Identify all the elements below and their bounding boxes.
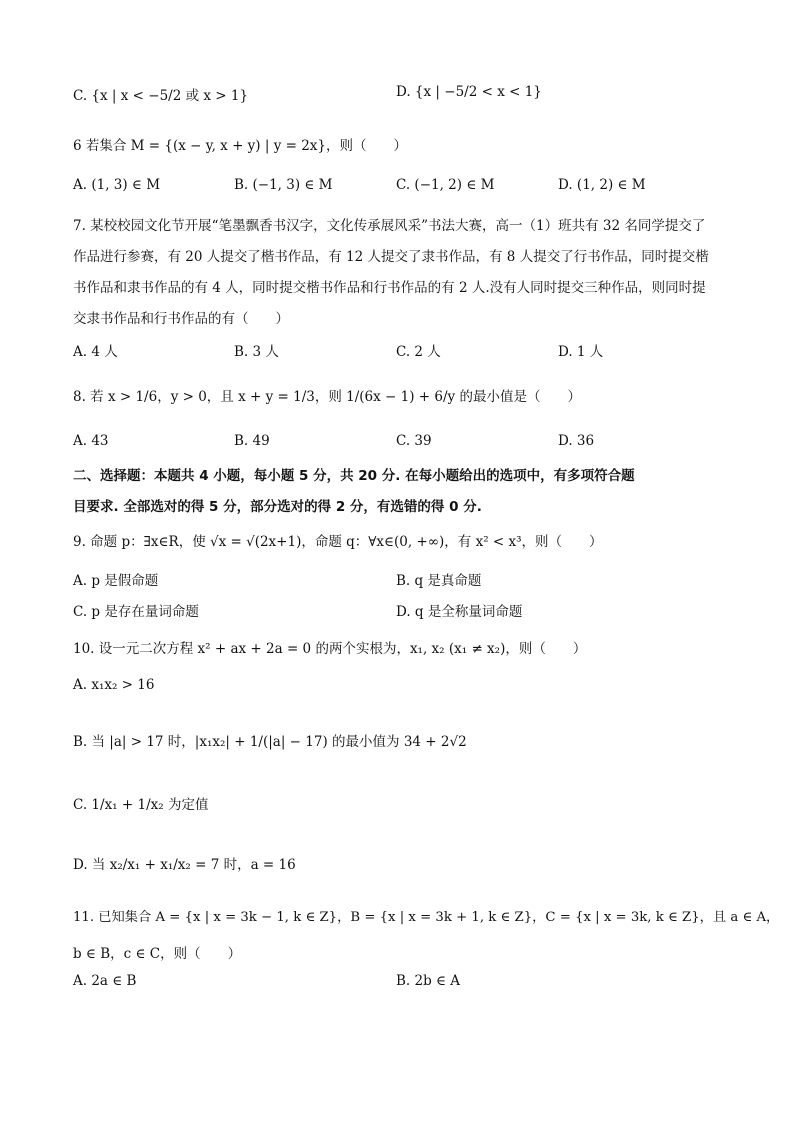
q6-option-b: B. (−1, 3) ∈ M xyxy=(234,177,333,193)
q7-option-a: A. 4 人 xyxy=(73,344,118,360)
q7-option-c: C. 2 人 xyxy=(396,344,441,360)
section-2-heading-line-1: 二、选择题：本题共 4 小题，每小题 5 分，共 20 分. 在每小题给出的选项中，有多项符合题 xyxy=(73,468,635,484)
q7-option-b: B. 3 人 xyxy=(234,344,279,360)
q8-option-c: C. 39 xyxy=(396,433,432,449)
section-2-heading-line-2: 目要求. 全部选对的得 5 分，部分选对的得 2 分，有选错的得 0 分. xyxy=(73,499,482,515)
q10-option-d: D. 当 x₂/x₁ + x₁/x₂ = 7 时，a = 16 xyxy=(73,857,296,873)
q10-stem: 10. 设一元二次方程 x² + ax + 2a = 0 的两个实根为，x₁, x₂ (x₁ ≠ x₂)，则（ ） xyxy=(73,641,587,657)
q10-option-b: B. 当 |a| > 17 时，|x₁x₂| + 1/(|a| − 17) 的最小值为 34 + 2√2 xyxy=(73,734,467,750)
q6-option-c: C. (−1, 2) ∈ M xyxy=(396,177,495,193)
q6-stem: 6 若集合 M = {(x − y, x + y) | y = 2x}，则（ ） xyxy=(73,138,408,154)
q8-option-b: B. 49 xyxy=(234,433,270,449)
q9-option-a: A. p 是假命题 xyxy=(73,573,159,589)
q8-option-d: D. 36 xyxy=(558,433,595,449)
q8-stem: 8. 若 x > 1/6，y > 0，且 x + y = 1/3，则 1/(6x − 1) + 6/y 的最小值是（ ） xyxy=(73,389,581,405)
q10-option-a: A. x₁x₂ > 16 xyxy=(73,677,155,693)
q6-option-a: A. (1, 3) ∈ M xyxy=(73,177,161,193)
q7-stem-line-3: 书作品和隶书作品的有 4 人，同时提交楷书作品和行书作品的有 2 人.没有人同时提交三种作品，则同时提 xyxy=(73,280,706,296)
q9-option-d: D. q 是全称量词命题 xyxy=(396,604,523,620)
q11-stem-line-1: 11. 已知集合 A = {x | x = 3k − 1, k ∈ Z}，B = {x | x = 3k + 1, k ∈ Z}，C = {x | x = 3k, k ∈ Z}，且 a ∈ A， xyxy=(73,910,780,925)
q5-option-c: C. {x | x < −5/2 或 x > 1} xyxy=(73,88,249,104)
q7-stem-line-1: 7. 某校校园文化节开展“笔墨飘香书汉字，文化传承展风采”书法大赛，高一（1）班共有 32 名同学提交了 xyxy=(73,218,706,234)
q7-stem-line-2: 作品进行参赛，有 20 人提交了楷书作品，有 12 人提交了隶书作品，有 8 人提交了行书作品，同时提交楷 xyxy=(73,249,709,265)
q11-option-b: B. 2b ∈ A xyxy=(396,973,461,989)
q7-stem-line-4: 交隶书作品和行书作品的有（ ） xyxy=(73,311,289,327)
q9-stem: 9. 命题 p：∃x∈R，使 √x = √(2x+1)，命题 q：∀x∈(0, +∞)，有 x² < x³，则（ ） xyxy=(73,534,603,550)
q11-option-a: A. 2a ∈ B xyxy=(73,973,137,989)
q9-option-b: B. q 是真命题 xyxy=(396,573,482,589)
q10-option-c: C. 1/x₁ + 1/x₂ 为定值 xyxy=(73,797,209,813)
q7-option-d: D. 1 人 xyxy=(558,344,604,360)
q11-stem-line-2: b ∈ B，c ∈ C，则（ ） xyxy=(73,946,242,962)
q6-option-d: D. (1, 2) ∈ M xyxy=(558,177,646,193)
q5-option-d: D. {x | −5/2 < x < 1} xyxy=(396,84,542,100)
q9-option-c: C. p 是存在量词命题 xyxy=(73,604,199,620)
q8-option-a: A. 43 xyxy=(73,433,109,449)
